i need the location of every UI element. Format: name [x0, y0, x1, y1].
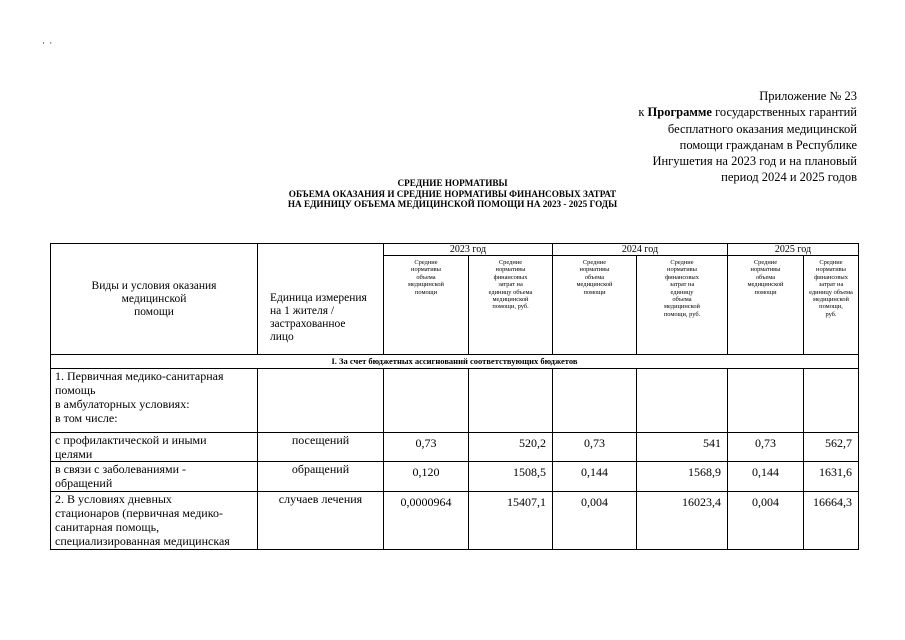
row-unit: посещений — [258, 433, 384, 462]
table-row — [51, 433, 859, 462]
subheader-cell: Средние нормативы объема медицинской помощи — [384, 256, 469, 355]
value-cell: 0,004 — [728, 492, 804, 550]
appendix-line: помощи гражданам в Республике — [679, 137, 857, 152]
program-link-text: Программе — [647, 105, 712, 120]
header-year-2025: 2025 год — [728, 244, 859, 256]
value-cell — [384, 369, 469, 433]
header-unit: Единица измерения на 1 жителя / застрахованное лицо — [258, 244, 384, 355]
title-line: НА ЕДИНИЦУ ОБЪЕМА МЕДИЦИНСКОЙ ПОМОЩИ НА 2023 - 2025 ГОДЫ — [287, 199, 618, 209]
table-row — [51, 462, 859, 492]
title-line: ОБЪЕМА ОКАЗАНИЯ И СРЕДНИЕ НОРМАТИВЫ ФИНАНСОВЫХ ЗАТРАТ — [288, 188, 617, 199]
row-label: 1. Первичная медико-санитарная помощь в амбулаторных условиях: в том числе: — [51, 369, 258, 433]
header-types: Виды и условия оказания медицинской помощи — [51, 244, 258, 355]
value-cell: 1631,6 — [804, 462, 859, 492]
row-label: с профилактической и иными целями — [51, 433, 258, 462]
value-cell: 16023,4 — [637, 492, 728, 550]
appendix-line: к Программе государственных гарантий — [638, 105, 857, 120]
appendix-line: Ингушетия на 2023 год и на плановый — [652, 154, 857, 169]
value-cell: 16664,3 — [804, 492, 859, 550]
value-cell — [804, 369, 859, 433]
value-cell: 0,0000964 — [384, 492, 469, 550]
value-cell: 520,2 — [469, 433, 553, 462]
value-cell: 1568,9 — [637, 462, 728, 492]
appendix-note — [617, 88, 857, 186]
value-cell: 0,73 — [553, 433, 637, 462]
value-cell — [728, 369, 804, 433]
appendix-line: бесплатного оказания медицинской — [667, 121, 857, 136]
subheader-cell: Средние нормативы объема медицинской помощи — [553, 256, 637, 355]
value-cell: 0,120 — [384, 462, 469, 492]
table-row — [51, 369, 859, 433]
subheader-cell: Средние нормативы финансовых затрат на единицу объема медицинской помощи, руб. — [469, 256, 553, 355]
value-cell — [469, 369, 553, 433]
value-cell: 0,73 — [728, 433, 804, 462]
value-cell: 0,73 — [384, 433, 469, 462]
value-cell: 15407,1 — [469, 492, 553, 550]
appendix-line: Приложение № 23 — [759, 89, 857, 103]
norms-table — [50, 243, 859, 550]
title-line: СРЕДНИЕ НОРМАТИВЫ — [397, 178, 508, 188]
row-unit: случаев лечения — [258, 492, 384, 550]
value-cell: 0,144 — [728, 462, 804, 492]
appendix-line: период 2024 и 2025 годов — [721, 170, 857, 185]
value-cell: 0,004 — [553, 492, 637, 550]
row-label: 2. В условиях дневных стационаров (первичная медико- санитарная помощь, специализированная медицинская — [51, 492, 258, 550]
document-title — [0, 178, 905, 210]
value-cell: 0,144 — [553, 462, 637, 492]
subheader-cell: Средние нормативы объема медицинской помощи — [728, 256, 804, 355]
value-cell: 541 — [637, 433, 728, 462]
header-year-2023: 2023 год — [384, 244, 553, 256]
subheader-cell: Средние нормативы финансовых затрат на единицу объема медицинской помощи, руб. — [637, 256, 728, 355]
value-cell — [637, 369, 728, 433]
value-cell: 562,7 — [804, 433, 859, 462]
row-label: в связи с заболеваниями - обращений — [51, 462, 258, 492]
corner-marks: · · — [42, 38, 54, 48]
row-unit: обращений — [258, 462, 384, 492]
section-heading: I. За счет бюджетных ассигнований соответствующих бюджетов — [51, 355, 859, 369]
subheader-cell: Средние нормативы финансовых затрат на единицу объема медицинской помощи, руб. — [804, 256, 859, 355]
header-year-2024: 2024 год — [553, 244, 728, 256]
value-cell — [553, 369, 637, 433]
value-cell: 1508,5 — [469, 462, 553, 492]
row-unit — [258, 369, 384, 433]
table-row — [51, 492, 859, 550]
